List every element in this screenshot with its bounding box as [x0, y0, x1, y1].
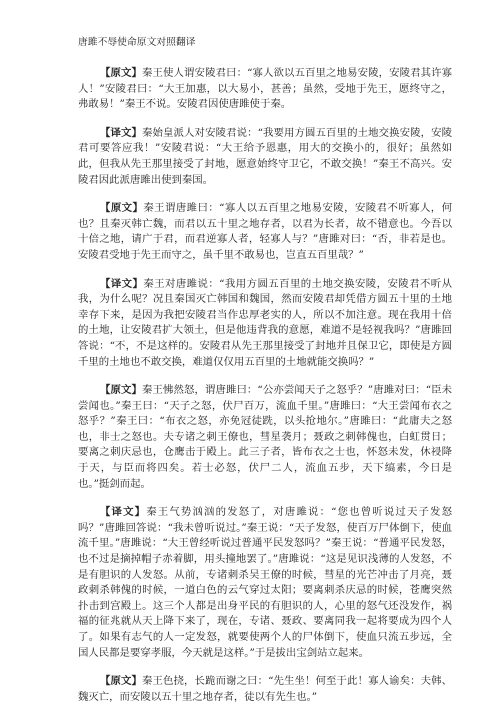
paragraph-text: 秦王气势汹汹的发怒了，对唐雎说：“您也曾听说过天子发怒吗？”唐雎回答说：“我未曾听说过。”秦王说：“天子发怒，使百万尸体倒下，使血流千里。”唐雎说：“大王曾经听说过普通平民发怒吗？”秦王说：“普通平民发怒，也不过是摘掉帽子赤着脚，用头撞地罢了。”唐雎说：“这是见识浅薄的人发怒，不是有胆识的人发怒。从前，专诸刺杀吴王僚的时候，彗星的光芒冲击了月亮，聂政刺杀韩傀的时候，一道白色的云气穿过太阳；要离刺杀庆忌的时候，苍鹰突然扑击到宫殿上。这三个人都是出身平民的有胆识的人，心里的怒气还没发作，祸福的征兆就从天上降下来了，现在，专诸、聂政、要离同我一起将要成为四个人了。如果有志气的人一定发怒，就要使两个人的尸体倒下，使血只流五步远，全国人民都是要穿孝服，今天就是这样。”于是拔出宝剑站立起来。 [78, 506, 453, 659]
paragraph-text: 秦王色挠，长跪而谢之曰：“先生坐！何至于此！寡人谕矣：夫韩、魏灭亡，而安陵以五十里之地存者，徒以有先生也。” [78, 675, 453, 703]
paragraph-text: 秦王怫然怒，谓唐雎曰：“公亦尝闻天子之怒乎？”唐雎对曰：“臣未尝闻也。”秦王曰：“天子之怒，伏尸百万，流血千里。”唐雎曰：“大王尝闻布衣之怒乎？”秦王曰：“布衣之怒，亦免冠徒跣，以头抢地尔。”唐雎曰：“此庸夫之怒也，非士之怒也。夫专诸之刺王僚也，彗星袭月；聂政之刺韩傀也，白虹贯日；要离之刺庆忌也，仓鹰击于殿上。此三子者，皆布衣之士也，怀怒未发，休祲降于天，与臣而将四矣。若士必怒，伏尸二人，流血五步，天下缟素，今日是也。”挺剑而起。 [78, 384, 452, 490]
document-title: 唐雎不辱使命原文对照翻译 [78, 37, 196, 48]
paragraph-tag: 【原文】 [100, 202, 144, 215]
paragraph-6 [78, 505, 452, 661]
paragraph-5 [78, 383, 452, 492]
paragraph-text: 秦始皇派人对安陵君说：“我要用方圆五百里的土地交换安陵，安陵君可要答应我！”安陵君说：“大王给予恩惠，用大的交换小的，很好；虽然如此，但我从先王那里接受了封地，愿意始终守卫它，不敢交换！”秦王不高兴。安陵君因此派唐雎出使到秦国。 [78, 126, 453, 186]
paragraph-tag: 【译文】 [100, 506, 147, 519]
paragraph-4 [78, 277, 452, 371]
paragraph-text: 秦王对唐雎说：“我用方圆五百里的土地交换安陵，安陵君不听从我，为什么呢？况且秦国灭亡韩国和魏国，然而安陵君却凭借方圆五十里的土地幸存下来，是因为我把安陵君当作忠厚老实的人，所以不加注意。现在我用十倍的土地，让安陵君扩大领土，但是他违背我的意愿，难道不是轻视我吗？”唐雎回答说：“不，不是这样的。安陵君从先王那里接受了封地并且保卫它，即使是方圆千里的土地也不敢交换，难道仅仅用五百里的土地就能交换吗？” [78, 277, 453, 368]
paragraph-tag: 【原文】 [100, 67, 143, 79]
paragraph-3 [78, 201, 452, 263]
paragraph-tag: 【原文】 [100, 384, 142, 397]
paragraph-1 [78, 66, 452, 113]
paragraph-text: 秦王谓唐雎曰：“寡人以五百里之地易安陵，安陵君不听寡人，何也？且秦灭韩亡魏，而君以五十里之地存者，以君为长者，故不错意也。今吾以十倍之地，请广于君，而君逆寡人者，轻寡人与？”唐雎对曰：“否，非若是也。安陵君受地于先王而守之，虽千里不敢易也，岂直五百里哉？” [78, 202, 453, 261]
paragraph-tag: 【译文】 [100, 126, 143, 139]
paragraph-tag: 【译文】 [100, 277, 144, 290]
paragraph-text: 秦王使人谓安陵君曰：“寡人欲以五百里之地易安陵，安陵君其许寡人！”安陵君曰：“大王加惠，以大易小，甚善；虽然，受地于先王，愿终守之，弗敢易！”秦王不说。安陵君因使唐雎使于秦。 [78, 67, 453, 111]
paragraph-7 [78, 674, 452, 705]
paragraph-2 [78, 126, 452, 188]
paragraph-tag: 【原文】 [100, 675, 143, 688]
